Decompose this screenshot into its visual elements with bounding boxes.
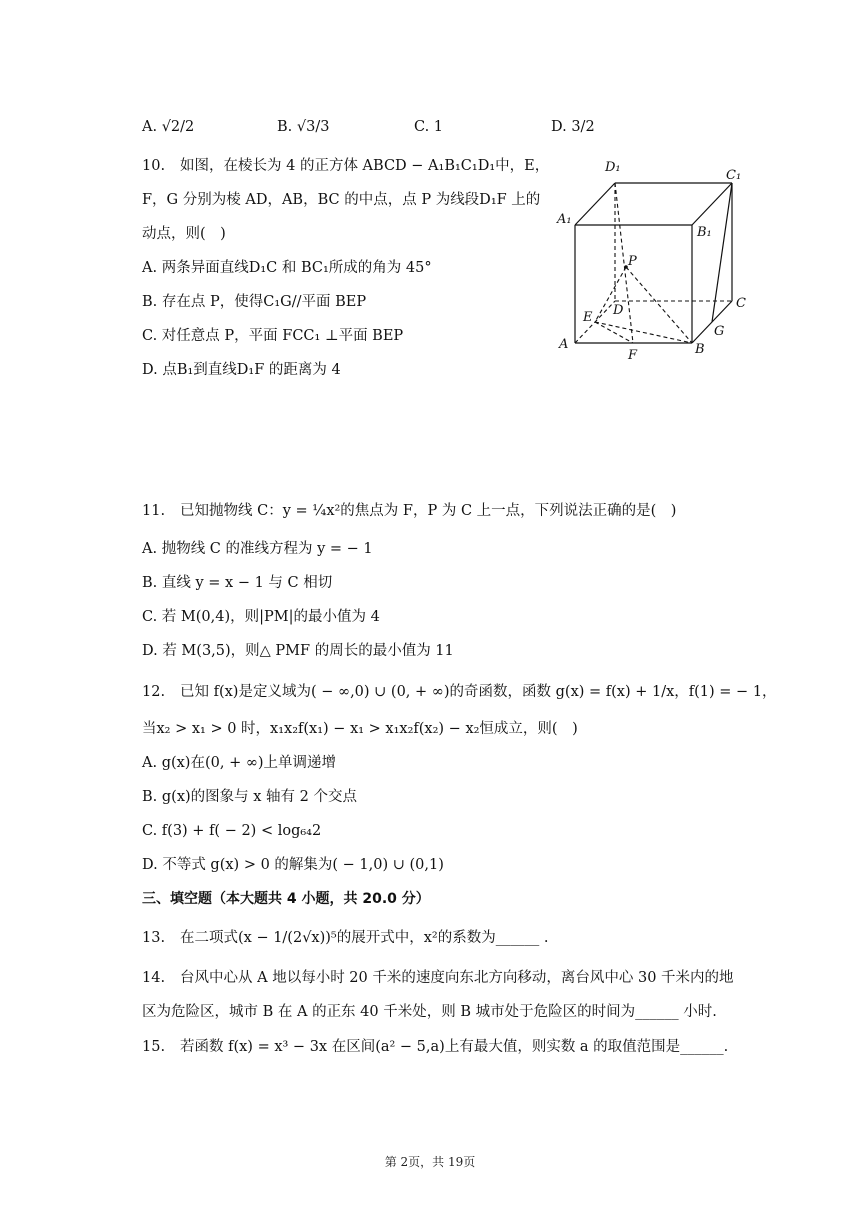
q10-stem-1: 如图，在棱长为 4 的正方体 ABCD − A₁B₁C₁D₁中，E，: [180, 158, 550, 174]
label-D: D: [613, 303, 624, 318]
q11-option-a: A. 抛物线 C 的准线方程为 y = − 1: [142, 541, 373, 557]
q10-option-a: A. 两条异面直线D₁C 和 BC₁所成的角为 45°: [142, 260, 432, 276]
q12-option-a: A. g(x)在(0, + ∞)上单调递增: [142, 755, 337, 771]
q13-number: 13.: [142, 930, 166, 946]
q10-option-b: B. 存在点 P，使得C₁G//平面 BEP: [142, 294, 367, 310]
label-D1: D₁: [605, 160, 621, 175]
q11-option-b: B. 直线 y = x − 1 与 C 相切: [142, 575, 333, 591]
label-A: A: [559, 337, 569, 352]
q15: [142, 1037, 728, 1057]
page-footer: 第 2页，共 19页: [384, 1155, 476, 1169]
q14-number: 14.: [142, 970, 166, 986]
q13-text: 在二项式(x − 1/(2√x))⁵的展开式中，x²的系数为______ .: [180, 930, 549, 946]
q13: [142, 928, 548, 948]
q14-line2: 区为危险区，城市 B 在 A 的正东 40 千米处，则 B 城市处于危险区的时间为______ 小时.: [142, 1004, 717, 1020]
choice-b: B. √3/3: [277, 119, 330, 135]
q10-stem-2: F，G 分别为棱 AD，AB，BC 的中点，点 P 为线段D₁F 上的: [142, 192, 541, 208]
label-C1: C₁: [726, 168, 742, 183]
label-B: B: [695, 342, 705, 357]
q12-stem-1: [142, 682, 777, 702]
cube-figure: [555, 155, 760, 365]
q12-option-c: C. f(3) + f( − 2) < log₆₄2: [142, 823, 322, 839]
q10-stem-3: 动点，则( ): [142, 226, 226, 242]
q11-stem-text: 已知抛物线 C：y = ¼x²的焦点为 F，P 为 C 上一点，下列说法正确的是( ): [180, 503, 677, 519]
label-A1: A₁: [557, 212, 572, 227]
q12-stem-2: 当x₂ > x₁ > 0 时，x₁x₂f(x₁) − x₁ > x₁x₂f(x₂) − x₂恒成立，则( ): [142, 721, 578, 737]
q11-option-c: C. 若 M(0,4)，则|PM|的最小值为 4: [142, 609, 380, 625]
label-G: G: [714, 324, 725, 339]
q10-number: 10.: [142, 158, 166, 174]
choice-a: A. √2/2: [142, 119, 195, 135]
q10-option-c: C. 对任意点 P，平面 FCC₁ ⊥平面 BEP: [142, 328, 404, 344]
q12-stem-text: 已知 f(x)是定义域为( − ∞,0) ∪ (0, + ∞)的奇函数，函数 g(x) = f(x) + 1/x，f(1) = − 1，: [180, 684, 777, 700]
label-B1: B₁: [697, 225, 712, 240]
label-P: P: [628, 254, 637, 269]
q15-text: 若函数 f(x) = x³ − 3x 在区间(a² − 5,a)上有最大值，则实数 a 的取值范围是______.: [180, 1039, 729, 1055]
q11-stem: [142, 501, 676, 521]
q10-option-d: D. 点B₁到直线D₁F 的距离为 4: [142, 362, 341, 378]
choice-d: D. 3/2: [551, 119, 595, 135]
q14-text-1: 台风中心从 A 地以每小时 20 千米的速度向东北方向移动，离台风中心 30 千米内的地: [180, 970, 734, 986]
label-E: E: [583, 310, 593, 325]
q12-number: 12.: [142, 684, 166, 700]
q10-line1: [142, 156, 549, 176]
q14-line1: [142, 968, 734, 988]
label-F: F: [628, 348, 638, 363]
q15-number: 15.: [142, 1039, 166, 1055]
choice-c: C. 1: [414, 119, 444, 135]
q11-option-d: D. 若 M(3,5)，则△ PMF 的周长的最小值为 11: [142, 643, 454, 659]
label-C: C: [736, 296, 746, 311]
q12-option-b: B. g(x)的图象与 x 轴有 2 个交点: [142, 789, 357, 805]
section-heading: 三、填空题（本大题共 4 小题，共 20.0 分）: [142, 891, 430, 907]
q11-number: 11.: [142, 503, 166, 519]
q12-option-d: D. 不等式 g(x) > 0 的解集为( − 1,0) ∪ (0,1): [142, 857, 444, 873]
